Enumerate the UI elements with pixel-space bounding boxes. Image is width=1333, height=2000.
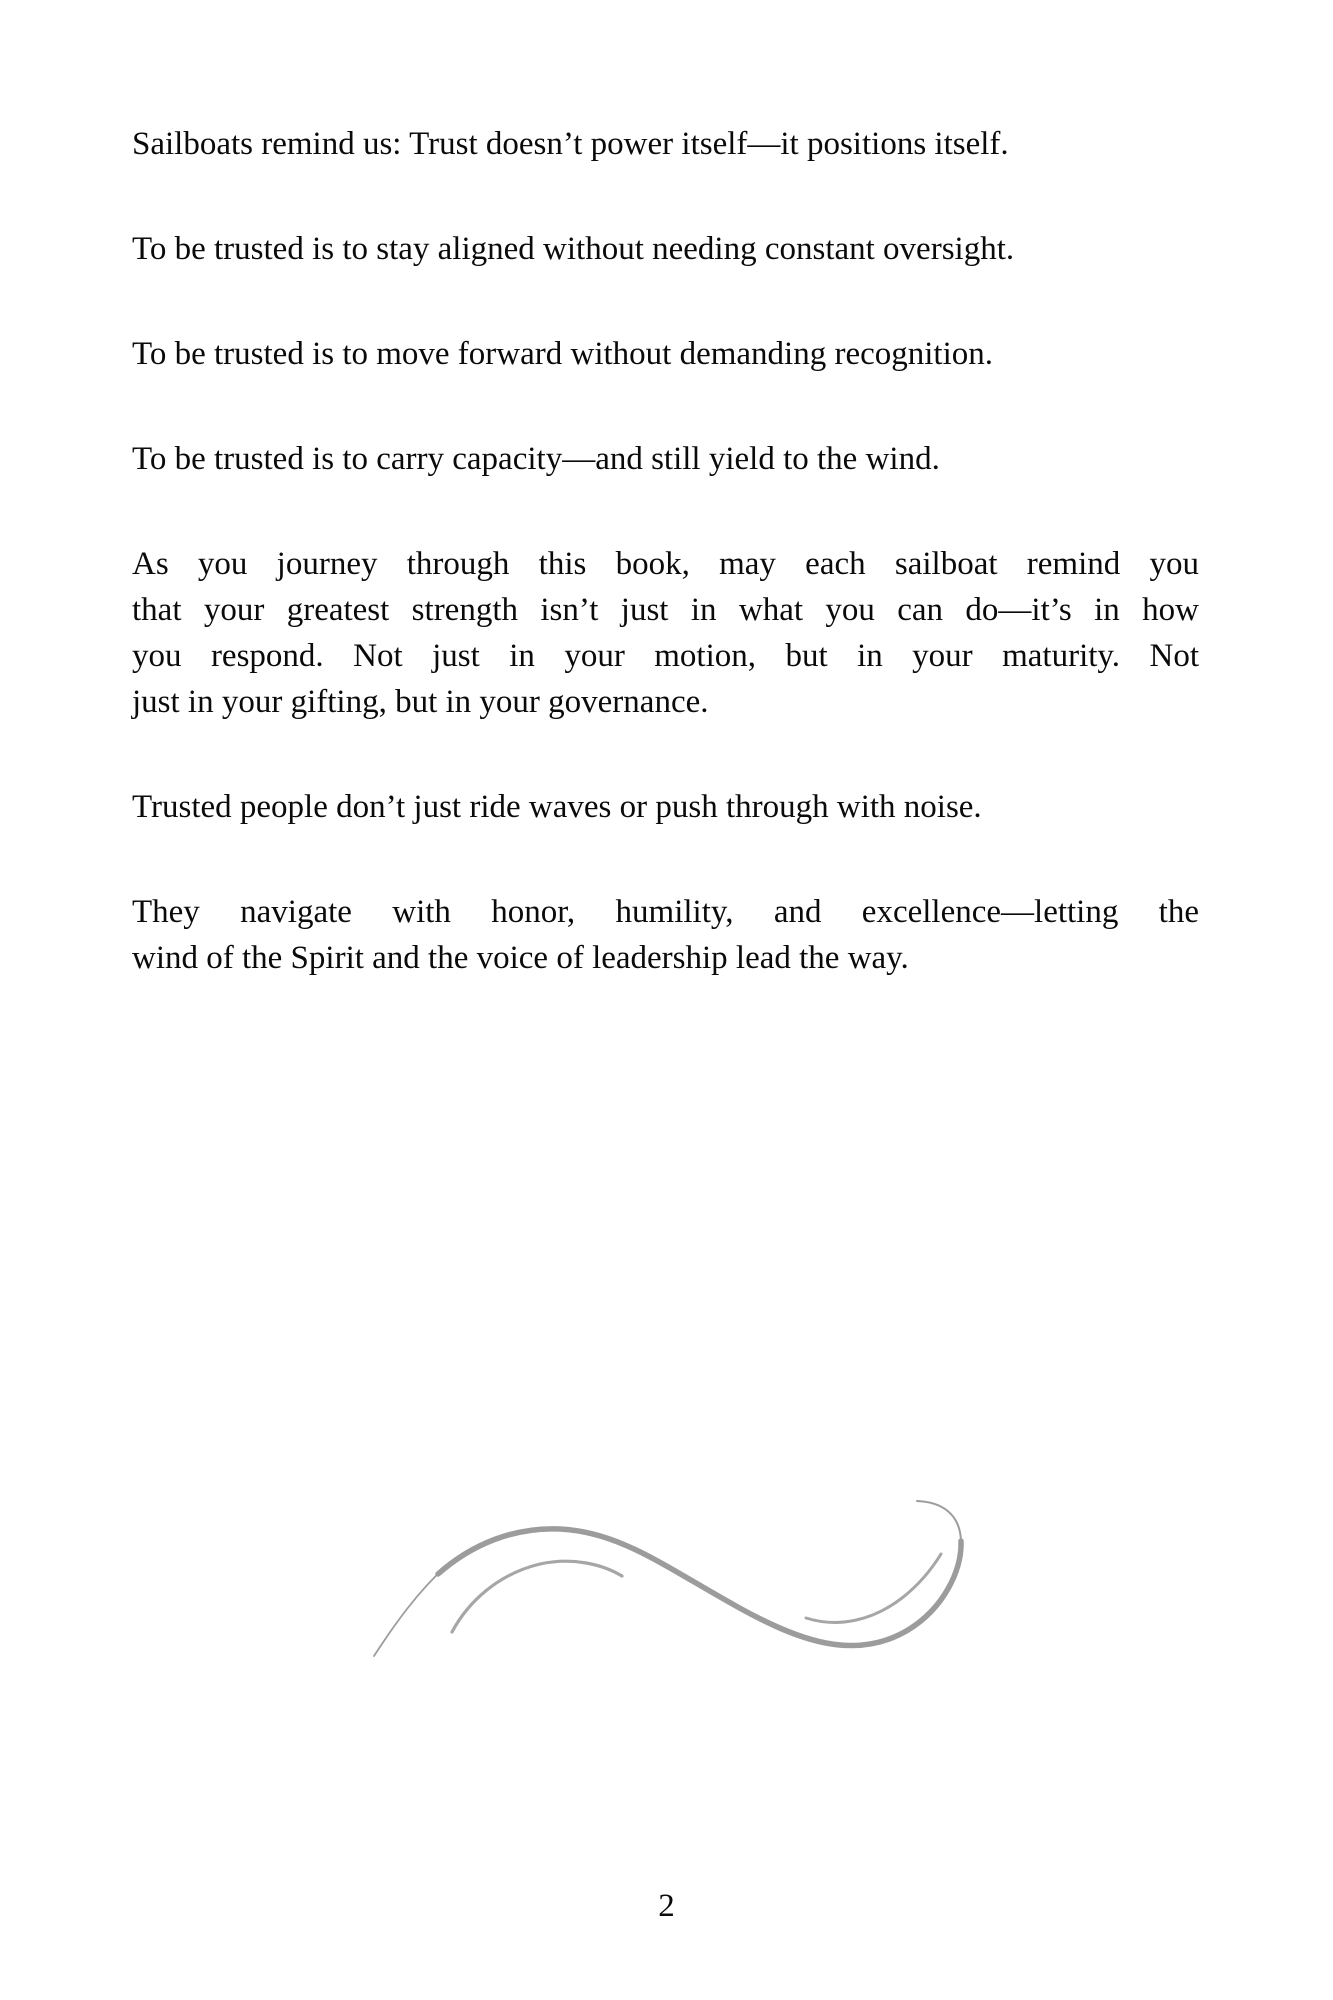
text-line: you respond. Not just in your motion, but in your maturity. Not bbox=[132, 638, 1199, 674]
paragraph bbox=[132, 889, 1199, 981]
paragraph bbox=[132, 226, 1199, 272]
paragraph bbox=[132, 541, 1199, 725]
text-line: just in your gifting, but in your governance. bbox=[132, 684, 709, 720]
flourish-left-accent-stroke bbox=[452, 1561, 622, 1632]
text-line: wind of the Spirit and the voice of leadership lead the way. bbox=[132, 940, 909, 976]
wave-flourish-graphic bbox=[355, 1478, 985, 1678]
flourish-main-stroke bbox=[438, 1529, 961, 1646]
paragraph bbox=[132, 436, 1199, 482]
text-line: As you journey through this book, may each sailboat remind you bbox=[132, 546, 1199, 582]
text-line: Sailboats remind us: Trust doesn’t power itself—it positions itself. bbox=[132, 126, 1009, 162]
paragraph bbox=[132, 784, 1199, 830]
flourish-tail-stroke bbox=[374, 1566, 446, 1656]
text-line: Trusted people don’t just ride waves or push through with noise. bbox=[132, 789, 982, 825]
flourish-right-accent-stroke bbox=[806, 1554, 941, 1622]
text-line: To be trusted is to stay aligned without needing constant oversight. bbox=[132, 231, 1015, 267]
paragraph bbox=[132, 331, 1199, 377]
text-line: They navigate with honor, humility, and excellence—letting the bbox=[132, 894, 1199, 930]
text-line: To be trusted is to move forward without demanding recognition. bbox=[132, 336, 994, 372]
text-line: To be trusted is to carry capacity—and still yield to the wind. bbox=[132, 441, 940, 477]
paragraph bbox=[132, 121, 1199, 167]
page-number: 2 bbox=[658, 1888, 675, 1924]
text-line: that your greatest strength isn’t just in what you can do—it’s in how bbox=[132, 592, 1199, 628]
flourish-curl-stroke bbox=[917, 1501, 961, 1541]
body-text bbox=[132, 121, 1199, 1040]
